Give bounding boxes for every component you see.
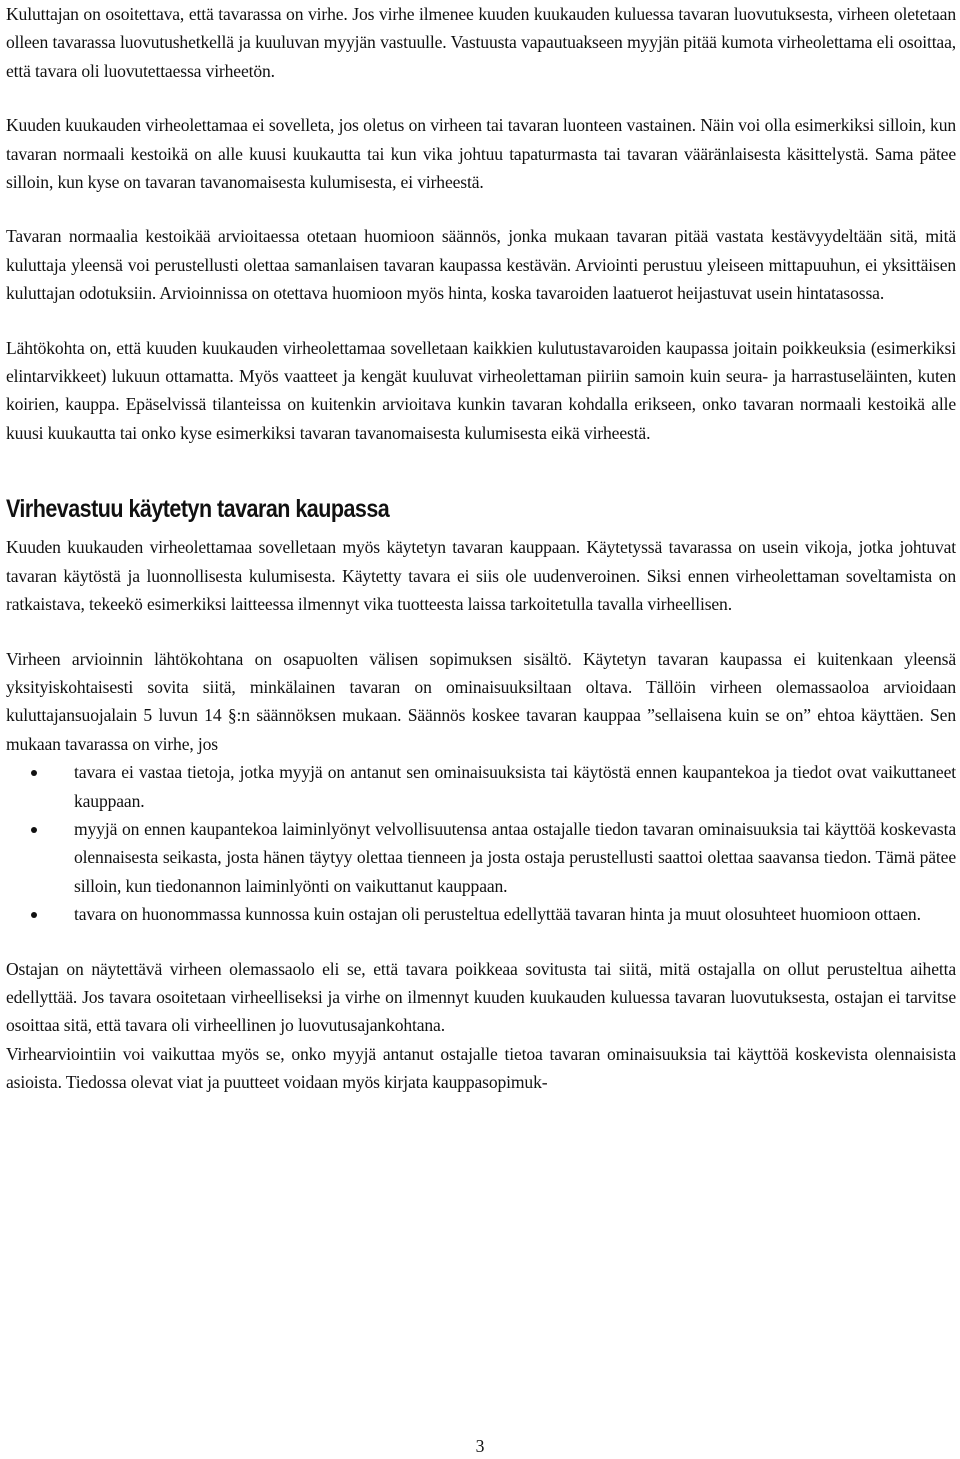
paragraph-scope: Lähtökohta on, että kuuden kuukauden virheolettamaa sovelletaan kaikkien kulutustavaroiden kaupassa joitain poikkeuksia (esimerkiksi elintarvikkeet) lukuun ottamatta. Myös vaatteet ja kengät kuuluvat virheolettaman piiriin samoin kuin seura- ja harrastuseläinten, kuten koirien, kauppa. Epäselvissä tilanteissa on kuitenkin arvioitava kunkin tavaran kohdalla erikseen, onko tavaran normaali kestoikä alle kuusi kuukautta tai onko kyse esimerkiksi tavaran tavanomaisesta kulumisesta eikä virheestä.	[6, 337, 956, 443]
bullet-icon	[31, 827, 37, 833]
bullet-icon	[31, 912, 37, 918]
paragraph-assessment-basis: Virheen arvioinnin lähtökohtana on osapuolten välisen sopimuksen sisältö. Käytetyn tavaran kaupassa ei kuitenkaan yleensä yksityiskohtaisesti sovita siitä, minkälainen tavaran on ominaisuuksiltaan oltava. Tällöin virheen olemassaoloa arvioidaan kuluttajansuojalain 5 luvun 14 §:n säännöksen mukaan. Säännös koskee tavaran kauppaa ”sellaisena kuin se on” ehtoa käyttäen. Sen mukaan tavarassa on virhe, jos	[6, 648, 956, 754]
list-item	[6, 815, 956, 900]
document-page	[6, 0, 956, 1097]
section-heading: Virhevastuu käytetyn tavaran kaupassa	[6, 495, 390, 524]
paragraph-seller-information: Virhearviointiin voi vaikuttaa myös se, onko myyjä antanut ostajalle tietoa tavaran ominaisuuksia tai käyttöä koskevista olennaisista asioista. Tiedossa olevat viat ja puutteet voidaan myös kirjata kauppasopimuk-	[6, 1043, 956, 1093]
list-item-text: myyjä on ennen kaupantekoa laiminlyönyt velvollisuutensa antaa ostajalle tiedon tavaran ominaisuuksia tai käyttöä koskevasta olennaisesta seikasta, josta hänen täytyy olettaa tienneen ja josta ostaja perustellusti saattoi olettaa saavansa tiedon. Tämä pätee silloin, kun tiedonannon laiminlyönti on vaikuttanut kauppaan.	[74, 818, 956, 896]
bullet-icon	[31, 770, 37, 776]
page-number: 3	[475, 1436, 485, 1456]
paragraph-buyer-proof: Ostajan on näytettävä virheen olemassaolo eli se, että tavara poikkeaa sovitusta tai siitä, mitä ostajalla on ollut perusteltua aihetta edellyttää. Jos tavara osoitetaan virheelliseksi ja virhe on ilmennyt kuuden kuukauden kuluessa tavaran luovutuksesta, ostajan ei tarvitse osoittaa sitä, että tavara oli virheellinen jo luovutusajankohtana.	[6, 958, 956, 1036]
paragraph-burden-of-proof: Kuluttajan on osoitettava, että tavarassa on virhe. Jos virhe ilmenee kuuden kuukauden kuluessa tavaran luovutuksesta, virheen oletetaan olleen tavarassa luovutushetkellä ja kuuluvan myyjän vastuulle. Vastuusta vapautuakseen myyjän pitää kumota virheolettama eli osoittaa, että tavara oli luovutettaessa virheetön.	[6, 4, 956, 81]
paragraph-used-goods: Kuuden kuukauden virheolettamaa sovelletaan myös käytetyn tavaran kauppaan. Käytetyssä tavarassa on usein vikoja, jotka johtuvat tavaran käytöstä ja luonnollisesta kulumisesta. Käytetty tavara ei siis ole uudenveroinen. Siksi ennen virheolettaman soveltamista on ratkaistava, tekeekö esimerkiksi laitteessa ilmennyt vika tuotteesta laissa tarkoitetulla tavalla virheellisen.	[6, 537, 956, 615]
list-item	[6, 758, 956, 815]
defect-criteria-list	[6, 758, 956, 928]
paragraph-normal-lifespan: Tavaran normaalia kestoikää arvioitaessa otetaan huomioon säännös, jonka mukaan tavaran pitää vastata kestävyydeltään sitä, mitä kuluttaja yleensä voi perustellusti olettaa samanlaisen tavaran kaupassa kestävän. Arviointi perustuu yleiseen mittapuuhun, ei yksittäisen kuluttajan odotuksiin. Arvioinnissa on otettava huomioon myös hinta, koska tavaroiden laatuerot heijastuvat usein hintatasossa.	[6, 226, 956, 304]
list-item-text: tavara on huonommassa kunnossa kuin ostajan oli perusteltua edellyttää tavaran hinta ja muut olosuhteet huomioon ottaen.	[74, 904, 921, 925]
list-item-text: tavara ei vastaa tietoja, jotka myyjä on antanut sen ominaisuuksista tai käytöstä ennen kaupantekoa ja tiedot ovat vaikuttaneet kauppaan.	[74, 762, 956, 811]
paragraph-presumption-exceptions: Kuuden kuukauden virheolettamaa ei sovelleta, jos oletus on virheen tai tavaran luonteen vastainen. Näin voi olla esimerkiksi silloin, kun tavaran normaali kestoikä on alle kuusi kuukautta tai kun vika johtuu tapaturmasta tai tavaran vääränlaisesta käsittelystä. Sama pätee silloin, kun kyse on tavaran tavanomaisesta kulumisesta, ei virheestä.	[6, 115, 956, 193]
list-item	[6, 900, 956, 928]
